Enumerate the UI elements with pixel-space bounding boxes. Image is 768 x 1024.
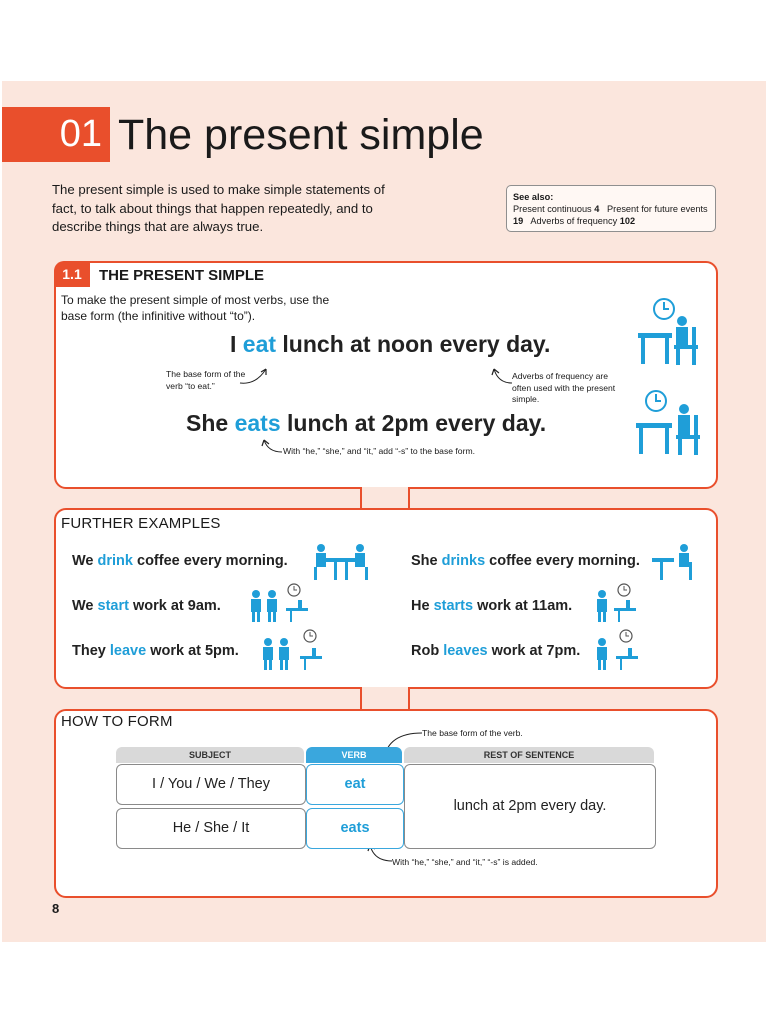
see-also-num-1: 4 — [594, 204, 600, 214]
present-simple-panel — [54, 261, 718, 489]
person-eating-clock-icon — [636, 297, 702, 367]
verb-cell-eat: eat — [306, 764, 404, 805]
see-also-link-1[interactable]: Present continuous — [513, 204, 592, 214]
arrow-icon — [486, 363, 516, 393]
verb-eats: eats — [234, 410, 281, 436]
panel-connector — [360, 687, 410, 711]
arrow-icon — [256, 438, 286, 458]
subject-cell-plural: I / You / We / They — [116, 764, 306, 805]
page-number: 8 — [52, 901, 60, 916]
column-header-verb: VERB — [306, 747, 402, 763]
person-eating-clock-icon — [634, 387, 704, 457]
see-also-link-3[interactable]: Adverbs of frequency — [530, 216, 618, 226]
arrow-icon — [236, 361, 276, 391]
how-to-form-title: HOW TO FORM — [61, 713, 173, 730]
see-also-box — [506, 185, 716, 232]
person-leaving-work-clock-icon — [594, 628, 640, 672]
rest-of-sentence-cell: lunch at 2pm every day. — [404, 764, 656, 849]
see-also-link-2[interactable]: Present for future events — [607, 204, 708, 214]
note-add-s: With “he,” “she,” and “it,” add “-s” to the base form. — [283, 446, 475, 456]
example-item: He starts work at 11am. — [411, 598, 573, 614]
see-also-num-2: 19 — [513, 216, 524, 226]
person-at-work-clock-icon — [594, 582, 640, 624]
example-sentence-1: I eat lunch at noon every day. — [230, 331, 551, 357]
example-item: We drink coffee every morning. — [72, 553, 288, 569]
example-sentence-2: She eats lunch at 2pm every day. — [186, 410, 547, 436]
example-item: They leave work at 5pm. — [72, 643, 239, 659]
column-header-rest: REST OF SENTENCE — [404, 747, 654, 763]
verb-cell-eats: eats — [306, 808, 404, 849]
people-drinking-coffee-icon — [312, 542, 370, 582]
see-also-num-3: 102 — [619, 216, 636, 226]
unit-title: The present simple — [118, 111, 484, 159]
verb-eat: eat — [242, 331, 277, 357]
people-leaving-work-clock-icon — [260, 628, 324, 672]
unit-number: 01 — [59, 113, 102, 155]
example-item: Rob leaves work at 7pm. — [411, 643, 581, 659]
further-examples-title: FURTHER EXAMPLES — [61, 515, 221, 532]
section-number: 1.1 — [54, 261, 90, 287]
column-header-subject: SUBJECT — [116, 747, 304, 763]
person-drinking-coffee-icon — [650, 542, 696, 582]
section-description: To make the present simple of most verbs, use the base form (the infinitive without “to”). — [61, 293, 330, 323]
unit-number-tab — [2, 107, 110, 162]
note-s-added: With “he,” “she,” and “it,” “-s” is added. — [392, 857, 538, 867]
intro-text: The present simple is used to make simple statements of fact, to talk about things that happen repeatedly, and to describe things that are always true. — [52, 182, 385, 234]
example-item: She drinks coffee every morning. — [411, 553, 640, 569]
example-item: We start work at 9am. — [72, 598, 221, 614]
see-also-label: See also: — [513, 192, 554, 202]
further-examples-panel — [54, 508, 718, 689]
section-title: THE PRESENT SIMPLE — [99, 267, 265, 284]
note-base-form: The base form of the verb “to eat.” — [166, 369, 246, 391]
note-adverbs: Adverbs of frequency are often used with the present simple. — [512, 371, 616, 404]
note-base-form-verb: The base form of the verb. — [422, 728, 523, 738]
people-at-work-clock-icon — [248, 582, 312, 624]
subject-cell-singular: He / She / It — [116, 808, 306, 849]
